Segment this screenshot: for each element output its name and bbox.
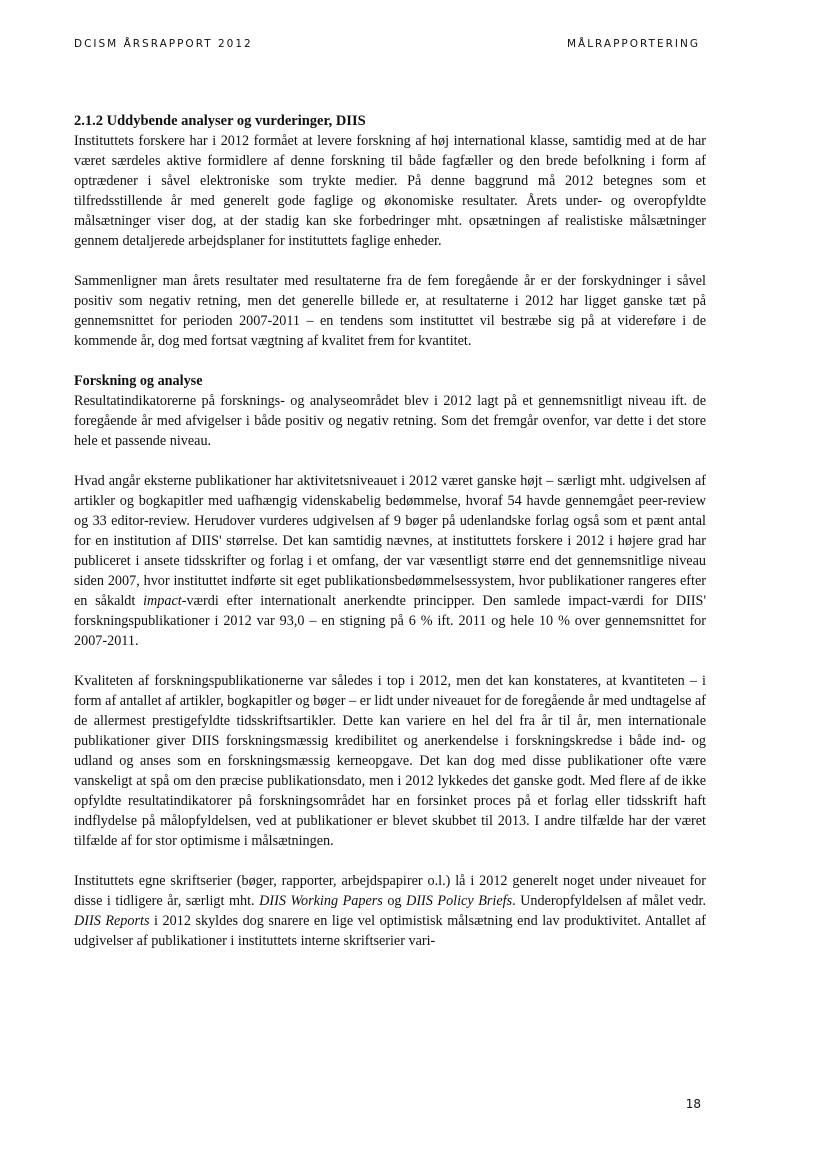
text-run: Instituttets egne skriftserier (bøger, rapporter, arbejdspapirer o.l.) lå i 2012 generelt noget under niveauet for disse i tidligere år, særligt mht. [74,873,706,909]
paragraph: Resultatindikatorerne på forsknings- og analyseområdet blev i 2012 lagt på et gennemsnitligt niveau ift. de foregående år med afvigelser i både positiv og negativ retning. Som det fremgår ovenfor, var dette i det store hele et passende niveau. [74,393,706,449]
italic-title: DIIS Reports [74,913,150,929]
subheading-research: Forskning og analyse [74,373,203,389]
text-run: og [382,893,407,909]
page-number: 18 [685,1097,701,1111]
paragraph: Sammenligner man årets resultater med resultaterne fra de fem foregående år er der forskydninger i såvel positiv som negativ retning, men det generelle billede er, at resultaterne i 2012 har ligget ganske tæt på gennemsnittet for perioden 2007-2011 – en tendens som instituttet vil bestræbe sig på at videreføre i de kommende år, dog med fortsat vægtning af kvalitet frem for kvantitet. [74,273,706,349]
text-run: i 2012 skyldes dog snarere en lige vel optimistisk målsætning end lav produktivitet. Antallet af udgivelser af publikationer i instituttets interne skriftserier vari- [74,913,706,949]
paragraph [74,471,706,651]
text-run: Hvad angår eksterne publikationer har aktivitetsniveauet i 2012 været ganske højt – særligt mht. udgivelsen af artikler og bogkapitler med uafhængig videnskabelig bedømmelse, hvoraf 54 havde gennemgået peer-review og 33 editor-review. Herudover vurderes udgivelsen af 9 bøger på udenlandske forlag også som et pænt antal for en institution af DIIS' størrelse. Det kan samtidig nævnes, at instituttets forskere i 2012 i højere grad har publiceret i ansete tidsskrifter og forlag i et omfang, der var væsentligt større end det gennemsnitlige niveau siden 2007, hvor instituttet indførte sit eget publikationsbedømmelsessystem, hvor publikationer rangeres efter en såkaldt [74,473,706,609]
page-content [74,111,706,951]
section-title: 2.1.2 Uddybende analyser og vurderinger, DIIS [74,113,366,129]
paragraph: Instituttets forskere har i 2012 formået at levere forskning af høj international klasse, samtidig med at de har været særdeles aktive formidlere af denne forskning til både fagfæller og den brede befolkning i form af optrædener i såvel elektroniske som trykte medier. På denne baggrund må 2012 betegnes som et tilfredsstillende år med generelt gode faglige og økonomiske resultater. Årets under- og overopfyldte målsætninger viser dog, at der stadig kan ske forbedringer mht. opsætningen af realistiske målsætninger gennem detaljerede arbejdsplaner for instituttets faglige enheder. [74,133,706,249]
paragraph: Kvaliteten af forskningspublikationerne var således i top i 2012, men det kan konstateres, at kvantiteten – i form af antallet af artikler, bogkapitler og bøger – er lidt under niveauet for de foregående år med undtagelse af de allermest prestigefyldte tidsskriftsartikler. Dette kan variere en hel del fra år til år, men internationale publikationer giver DIIS forskningsmæssig kredibilitet og anerkendelse i forskningskredse i både ind- og udland og anses som en forskningsmæssig kerneopgave. Det kan dog med disse publikationer ofte være vanskeligt at spå om den præcise publikationsdato, men i 2012 lykkedes det ganske godt. Med flere af de ikke opfyldte resultatindikatorer på forskningsområdet har en forsinket proces på et forlag eller tidsskrift haft indflydelse på målopfyldelsen, ved at publikationer er blevet skubbet til 2013. I andre tilfælde har der været tilfælde af for stor optimisme i målsætningen. [74,673,706,849]
paragraph [74,871,706,951]
text-run: . Underopfyldelsen af målet vedr. [512,893,706,909]
running-header-right: MÅLRAPPORTERING [566,38,700,50]
italic-term: impact [143,593,182,609]
italic-title: DIIS Policy Briefs [406,893,513,909]
running-header-left: DCISM ÅRSRAPPORT 2012 [74,38,253,50]
italic-title: DIIS Working Papers [259,893,383,909]
text-run: -værdi efter internationalt anerkendte principper. Den samlede impact-værdi for DIIS' forskningspublikationer i 2012 var 93,0 – en stigning på 6 % ift. 2011 og hele 10 % over gennemsnittet for 2007-2011. [74,593,707,649]
